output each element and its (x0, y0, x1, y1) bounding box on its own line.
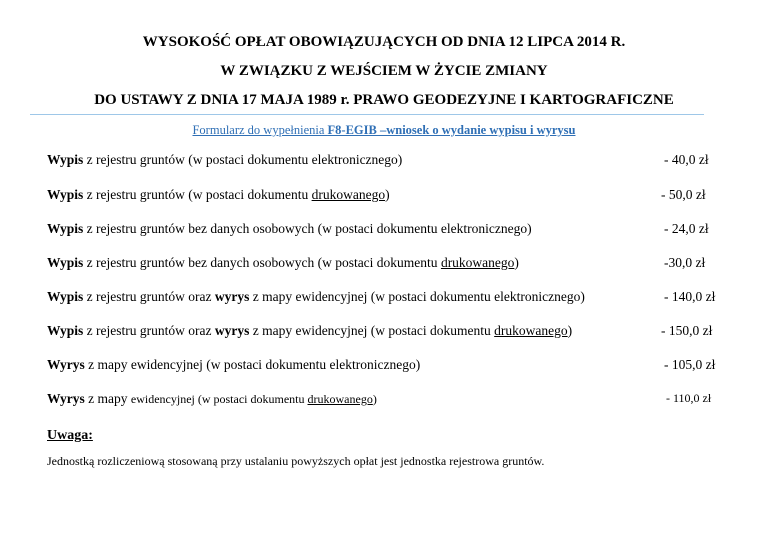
fee-text-2: z mapy ewidencyjnej (w postaci dokumentu (249, 323, 495, 338)
form-link-lead[interactable]: Formularz do wypełnienia (192, 123, 328, 137)
fee-row (47, 357, 727, 377)
fee-text: z mapy ewidencyjnej (w postaci dokumentu elektronicznego) (84, 357, 421, 372)
fee-text: z rejestru gruntów oraz (83, 323, 215, 338)
note-text: Jednostką rozliczeniową stosowaną przy ustalaniu powyższych opłat jest jednostka rejestrowa gruntów. (47, 454, 545, 468)
fee-text: z rejestru gruntów (w postaci dokumentu elektronicznego) (83, 152, 403, 167)
fee-row (47, 323, 727, 343)
fee-description (47, 221, 532, 237)
fee-price: -30,0 zł (664, 255, 706, 270)
header-divider (30, 114, 704, 115)
fee-description (47, 255, 519, 271)
fee-text-small: ewidencyjnej (w postaci dokumentu (130, 392, 308, 406)
fee-row (47, 152, 727, 172)
fee-underlined: drukowanego (307, 392, 373, 406)
fee-text: z rejestru gruntów bez danych osobowych (w postaci dokumentu elektronicznego) (83, 221, 532, 236)
fee-keyword: Wypis (47, 152, 84, 167)
fee-description (47, 391, 377, 407)
fee-text-end: ) (514, 255, 519, 270)
fee-keyword: Wyrys (47, 391, 85, 406)
fee-description (47, 323, 572, 339)
fee-underlined: drukowanego (311, 187, 386, 202)
fee-underlined: drukowanego (440, 255, 515, 270)
fee-row (47, 221, 727, 241)
fee-description (47, 289, 585, 305)
fee-price: - 24,0 zł (664, 221, 709, 236)
fee-price: - 50,0 zł (661, 187, 706, 202)
fee-underlined: drukowanego (494, 323, 568, 338)
fee-keyword-2: wyrys (214, 323, 250, 338)
fee-keyword: Wypis (47, 255, 84, 270)
fee-keyword: Wypis (47, 187, 84, 202)
fee-description (47, 187, 390, 203)
form-link[interactable] (0, 123, 768, 138)
fee-row (47, 391, 727, 411)
fee-text: z rejestru gruntów (w postaci dokumentu (83, 187, 312, 202)
fee-description (47, 357, 420, 373)
fee-text: z rejestru gruntów oraz (83, 289, 215, 304)
fee-text: z mapy (84, 391, 131, 406)
form-link-name[interactable]: F8-EGIB –wniosek o wydanie wypisu i wyrysu (327, 123, 576, 137)
fee-keyword: Wypis (47, 289, 84, 304)
fee-text-end: ) (372, 392, 377, 406)
fee-keyword: Wypis (47, 221, 84, 236)
fee-text-2: z mapy ewidencyjnej (w postaci dokumentu elektronicznego) (249, 289, 585, 304)
note-title: Uwaga: (47, 428, 93, 443)
fee-keyword: Wypis (47, 323, 84, 338)
header-line-1: WYSOKOŚĆ OPŁAT OBOWIĄZUJĄCYCH OD DNIA 12 LIPCA 2014 R. (142, 34, 626, 50)
header-line-3: DO USTAWY Z DNIA 17 MAJA 1989 r. PRAWO GEODEZYJNE I KARTOGRAFICZNE (94, 92, 674, 108)
fee-price: - 40,0 zł (664, 152, 709, 167)
fee-row (47, 289, 727, 309)
fee-text: z rejestru gruntów bez danych osobowych (w postaci dokumentu (83, 255, 441, 270)
fee-row (47, 187, 727, 207)
fee-price: - 110,0 zł (666, 391, 712, 405)
fee-price: - 150,0 zł (661, 323, 713, 338)
fee-description (47, 152, 402, 168)
fee-row (47, 255, 727, 275)
fee-text-end: ) (567, 323, 573, 338)
fee-price: - 105,0 zł (664, 357, 716, 372)
header-line-2: W ZWIĄZKU Z WEJŚCIEM W ŻYCIE ZMIANY (220, 63, 548, 79)
fee-text-end: ) (385, 187, 390, 202)
fee-keyword: Wyrys (47, 357, 85, 372)
fee-price: - 140,0 zł (664, 289, 716, 304)
fee-keyword-2: wyrys (214, 289, 250, 304)
